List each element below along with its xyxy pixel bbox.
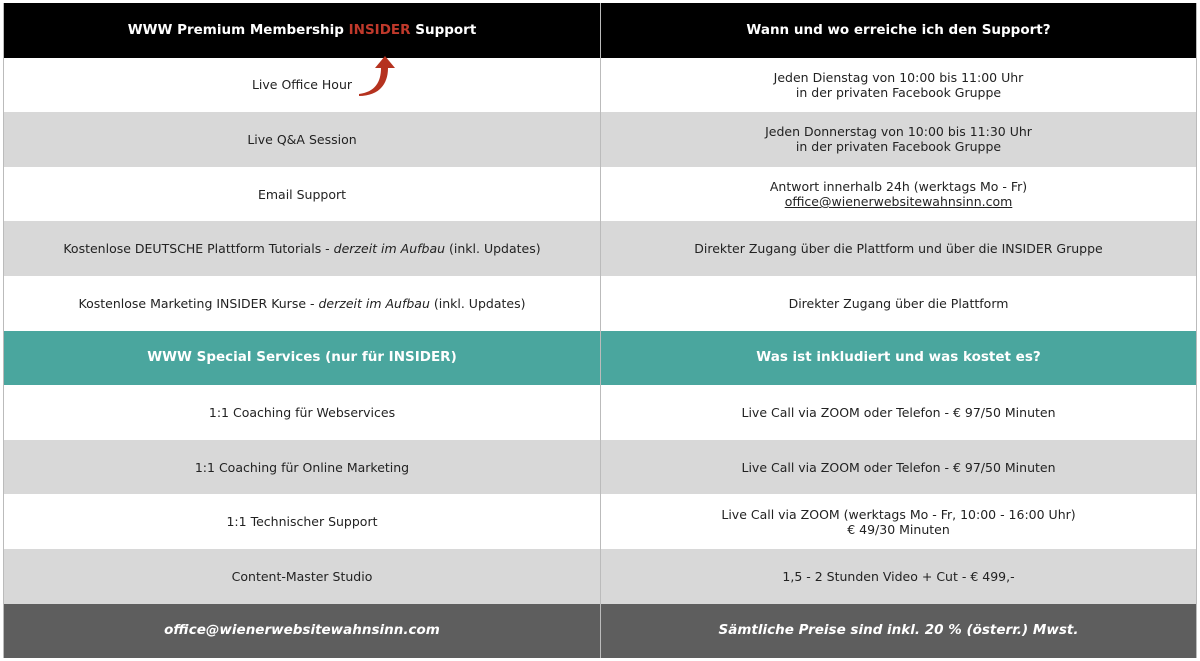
service-cell: Live Q&A Session [4,112,601,167]
info-line: Jeden Donnerstag von 10:00 bis 11:30 Uhr [765,124,1032,140]
special-header-right: Was ist inkludiert und was kostet es? [601,331,1197,386]
service-status: derzeit im Aufbau [333,241,446,257]
table-header-row [4,3,1197,58]
info-cell [601,167,1197,222]
info-cell [601,494,1197,549]
service-cell: Live Office Hour [4,58,601,113]
info-line: in der privaten Facebook Gruppe [795,139,1002,155]
special-header-left: WWW Special Services (nur für INSIDER) [4,331,601,386]
info-line: in der privaten Facebook Gruppe [795,84,1002,100]
service-status: derzeit im Aufbau [318,295,430,311]
service-cell: 1:1 Technischer Support [4,494,601,549]
info-line: Live Call via ZOOM (werktags Mo - Fr, 10:00 - 16:00 Uhr) [721,506,1076,522]
info-line: Jeden Dienstag von 10:00 bis 11:00 Uhr [773,69,1024,85]
insider-highlight: INSIDER [348,21,411,38]
info-cell [601,58,1197,113]
curved-arrow-icon [355,52,395,98]
info-cell: 1,5 - 2 Stunden Video + Cut - € 499,- [601,549,1197,604]
footer-row [4,604,1197,659]
header-left [4,3,601,58]
service-cell [4,221,601,276]
table-row [4,276,1197,331]
table-row [4,112,1197,167]
info-line: Antwort innerhalb 24h (werktags Mo - Fr) [769,179,1028,195]
table-row [4,440,1197,495]
support-table [3,3,1197,658]
header-right: Wann und wo erreiche ich den Support? [601,3,1197,58]
info-cell: Live Call via ZOOM oder Telefon - € 97/50 Minuten [601,440,1197,495]
footer-email[interactable]: office@wienerwebsitewahnsinn.com [4,604,601,659]
info-cell [601,112,1197,167]
table-row [4,385,1197,440]
service-cell: 1:1 Coaching für Online Marketing [4,440,601,495]
service-text: Kostenlose Marketing INSIDER Kurse - [78,295,319,311]
service-cell [4,276,601,331]
table-row [4,494,1197,549]
info-cell: Direkter Zugang über die Plattform [601,276,1197,331]
service-text: Kostenlose DEUTSCHE Plattform Tutorials - [63,241,334,257]
info-cell: Live Call via ZOOM oder Telefon - € 97/50 Minuten [601,385,1197,440]
special-header-row [4,331,1197,386]
service-cell: 1:1 Coaching für Webservices [4,385,601,440]
table-row [4,549,1197,604]
info-cell: Direkter Zugang über die Plattform und über die INSIDER Gruppe [601,221,1197,276]
service-text: (inkl. Updates) [429,295,526,311]
footer-vat-note: Sämtliche Preise sind inkl. 20 % (österr.) Mwst. [601,604,1197,659]
table-row [4,221,1197,276]
header-text: WWW Premium Membership [127,21,349,38]
table-row [4,58,1197,113]
info-line: € 49/30 Minuten [847,521,950,537]
service-cell: Content-Master Studio [4,549,601,604]
service-text: (inkl. Updates) [445,241,541,257]
service-cell: Email Support [4,167,601,222]
table-row [4,167,1197,222]
header-text: Support [410,21,477,38]
email-link[interactable]: office@wienerwebsitewahnsinn.com [784,194,1013,210]
